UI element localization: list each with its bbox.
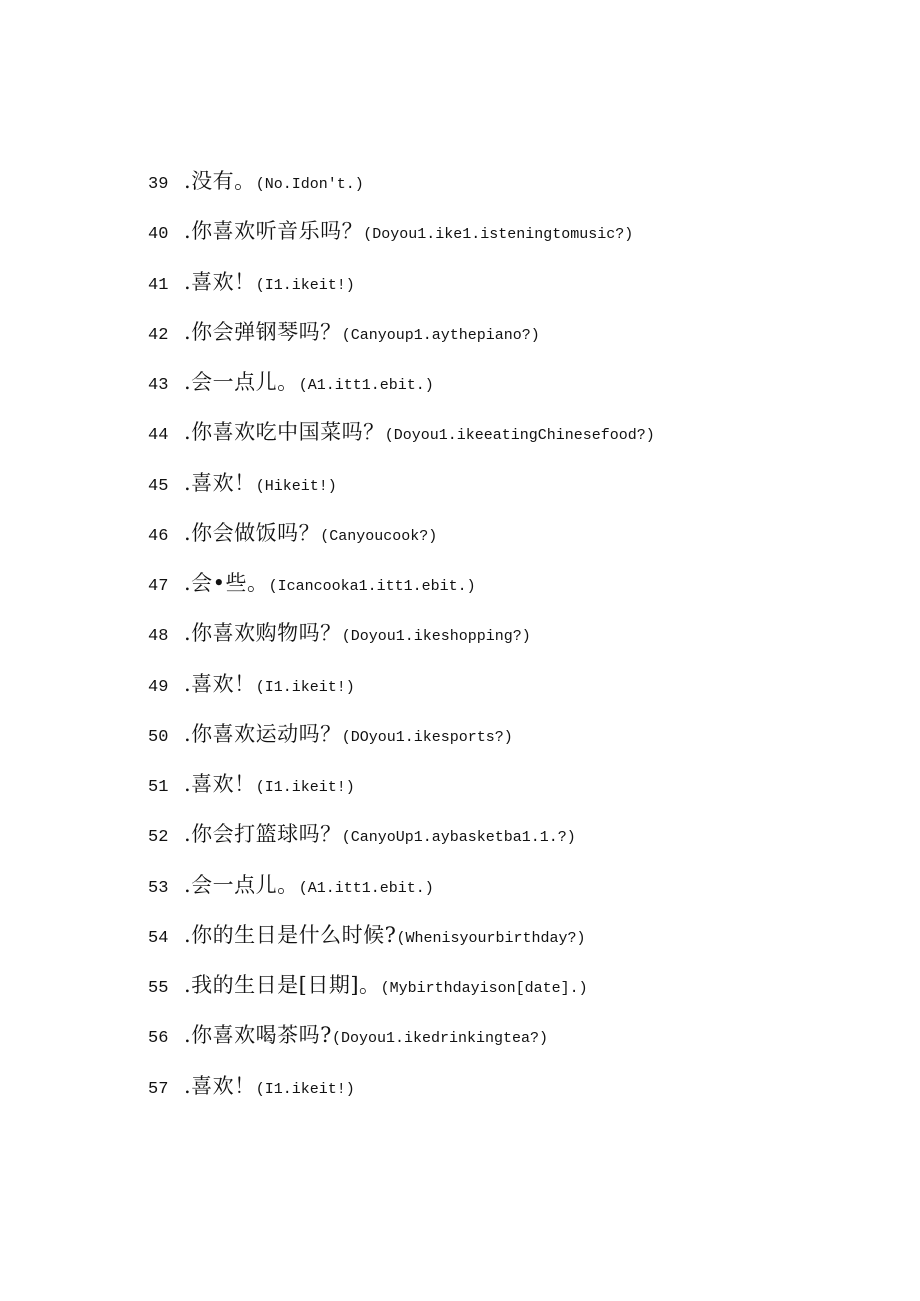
- list-item: [148, 969, 868, 1019]
- item-chinese: .你喜欢听音乐吗？: [184, 219, 364, 244]
- item-number: 44: [148, 426, 169, 446]
- item-chinese: .你会做饭吗？: [184, 520, 321, 545]
- item-number: 50: [148, 727, 169, 747]
- item-number: 57: [148, 1079, 169, 1099]
- item-number: 41: [148, 275, 169, 295]
- item-chinese: .会•些。: [184, 571, 269, 595]
- item-english: (CanyoUp1.aybasketba1.1.?): [341, 829, 576, 847]
- item-chinese: .会一点儿。: [184, 370, 299, 394]
- item-number: 47: [148, 577, 169, 596]
- item-english: (Icancooka1.itt1.ebit.): [268, 578, 476, 595]
- item-chinese: .你喜欢运动吗？: [184, 721, 342, 746]
- item-number: 52: [148, 828, 169, 848]
- item-english: (Canyoup1.aythepiano?): [341, 326, 540, 344]
- item-english: (Doyou1.ikeeatingChinesefood?): [384, 427, 655, 445]
- list-item: [148, 617, 868, 667]
- item-chinese: .喜欢！: [184, 772, 256, 796]
- item-english: (I1.ikeit!): [255, 678, 355, 696]
- item-number: 54: [148, 928, 169, 948]
- phrase-list: [148, 165, 868, 1120]
- item-chinese: .喜欢！: [184, 1073, 256, 1098]
- list-item: [148, 266, 868, 316]
- list-item: [148, 1019, 868, 1069]
- list-item: [148, 467, 868, 517]
- item-chinese: .喜欢！: [184, 269, 256, 294]
- list-item: [148, 668, 868, 718]
- list-item: [148, 919, 868, 969]
- item-number: 46: [148, 526, 169, 546]
- item-number: 56: [148, 1029, 169, 1049]
- item-chinese: .我的生日是[日期]。: [184, 973, 381, 997]
- item-chinese: .你会弹钢琴吗？: [184, 319, 342, 344]
- item-english: (Hikeit!): [255, 477, 337, 495]
- item-english: (No.Idon't.): [255, 176, 364, 193]
- list-item: [148, 1070, 868, 1120]
- list-item: [148, 416, 868, 466]
- item-chinese: .没有。: [184, 169, 256, 193]
- item-english: (Doyou1.ikedrinkingtea?): [331, 1030, 548, 1048]
- item-english: (Canyoucook?): [320, 527, 438, 545]
- item-chinese: .你的生日是什么时候?: [184, 922, 397, 947]
- list-item: [148, 517, 868, 567]
- item-number: 53: [148, 878, 169, 898]
- item-chinese: .会一点儿。: [184, 872, 299, 897]
- item-number: 48: [148, 627, 169, 647]
- item-number: 51: [148, 778, 169, 797]
- item-chinese: .你喜欢吃中国菜吗？: [184, 420, 385, 445]
- item-english: (A1.itt1.ebit.): [298, 377, 434, 394]
- list-item: [148, 165, 868, 215]
- item-chinese: .喜欢！: [184, 470, 256, 495]
- list-item: [148, 567, 868, 617]
- item-number: 42: [148, 325, 169, 345]
- item-chinese: .你喜欢喝茶吗?: [184, 1023, 332, 1048]
- item-english: (Doyou1.ike1.isteningtomusic?): [363, 226, 634, 244]
- item-chinese: .你喜欢购物吗？: [184, 621, 342, 646]
- item-number: 45: [148, 476, 169, 496]
- item-english: (A1.itt1.ebit.): [298, 879, 434, 897]
- item-english: (Mybirthdayison[date].): [380, 980, 588, 997]
- item-english: (I1.ikeit!): [255, 779, 355, 796]
- list-item: [148, 818, 868, 868]
- item-english: (I1.ikeit!): [255, 276, 355, 294]
- item-english: (Doyou1.ikeshopping?): [341, 628, 531, 646]
- item-number: 40: [148, 225, 169, 245]
- item-english: (Whenisyourbirthday?): [396, 929, 586, 947]
- item-number: 55: [148, 979, 169, 998]
- item-english: (DOyou1.ikesports?): [341, 728, 513, 746]
- item-number: 39: [148, 175, 169, 194]
- list-item: [148, 215, 868, 265]
- item-chinese: .喜欢！: [184, 671, 256, 696]
- list-item: [148, 768, 868, 818]
- item-chinese: .你会打篮球吗？: [184, 822, 342, 847]
- list-item: [148, 869, 868, 919]
- list-item: [148, 316, 868, 366]
- list-item: [148, 366, 868, 416]
- item-number: 49: [148, 677, 169, 697]
- item-number: 43: [148, 376, 169, 395]
- item-english: (I1.ikeit!): [255, 1080, 355, 1098]
- list-item: [148, 718, 868, 768]
